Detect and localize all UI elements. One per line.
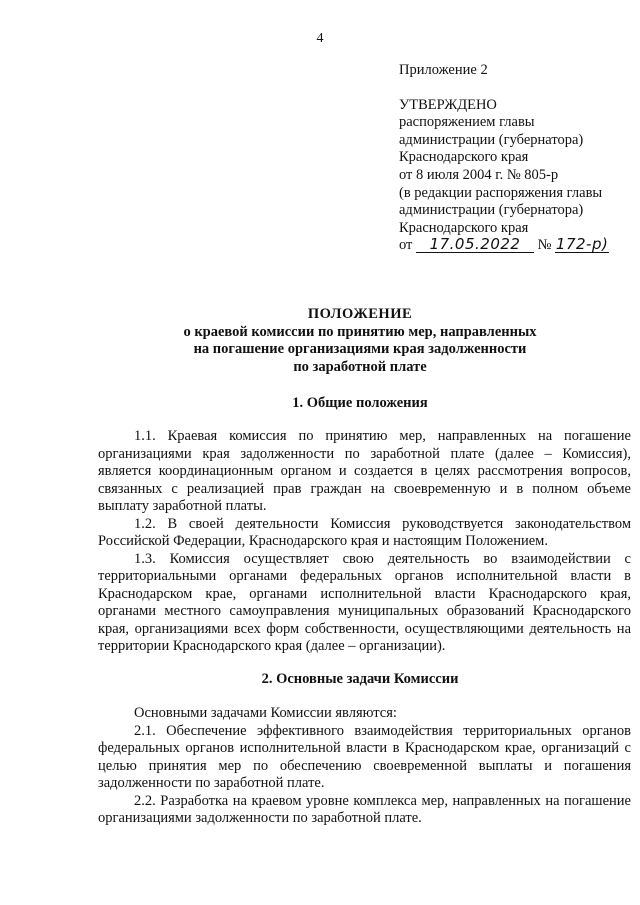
paragraph: 2.2. Разработка на краевом уровне комплекса мер, направленных на погашение организациями задолженности по заработной плате. <box>98 792 631 826</box>
document-title <box>80 306 640 376</box>
paragraph: 1.2. В своей деятельности Комиссия руководствуется законодательством Российской Федерации, Краснодарского края и настоящим Положением. <box>98 515 631 549</box>
approval-line: от 8 июля 2004 г. № 805-р <box>399 166 559 183</box>
approval-line: (в редакции распоряжения главы <box>399 184 603 201</box>
approval-line: Краснодарского края <box>399 219 529 236</box>
approval-line: Краснодарского края <box>399 149 529 166</box>
title-line: о краевой комиссии по принятию мер, направленных <box>183 323 537 340</box>
paragraph: Основными задачами Комиссии являются: <box>134 705 397 721</box>
paragraph: 2.1. Обеспечение эффективного взаимодействия территориальных органов федеральных органов исполнительной власти в Краснодарском крае, организаций с целью принятия мер по обеспечению своевременной выплаты и погашения задолженности по заработной плате. <box>98 722 631 791</box>
section-heading-general: 1. Общие положения <box>292 395 428 411</box>
number-sign: № <box>537 237 552 254</box>
section-body-tasks <box>98 705 631 828</box>
approval-line: администрации (губернатора) <box>399 202 584 219</box>
from-prefix: от <box>399 237 413 254</box>
approved-label: УТВЕРЖДЕНО <box>399 96 497 113</box>
handwritten-number: 172-р) <box>555 235 609 254</box>
paragraph: 1.1. Краевая комиссия по принятию мер, направленных на погашение организациями края задолженности по заработной плате (далее – Комиссия), является координационным органом и создается в целях рассмотрения вопросов, связанных с реализацией прав граждан на своевременную и в полном объеме выплату заработной платы. <box>98 428 631 514</box>
page-number: 4 <box>316 31 324 46</box>
section-heading-tasks: 2. Основные задачи Комиссии <box>261 671 459 687</box>
title-main: ПОЛОЖЕНИЕ <box>307 306 413 322</box>
section-body-general <box>98 428 631 656</box>
approval-line: администрации (губернатора) <box>399 131 584 148</box>
approval-line: распоряжением главы <box>399 114 535 131</box>
title-line: на погашение организациями края задолженности <box>193 341 527 357</box>
appendix-label: Приложение 2 <box>399 62 488 78</box>
handwritten-date: 17.05.2022 <box>416 237 534 253</box>
approval-stamp <box>399 62 634 255</box>
paragraph: 1.3. Комиссия осуществляет свою деятельность во взаимодействии с территориальными органами федеральных органов исполнительной власти в Краснодарском крае, органами исполнительной власти Краснодарского края, органами местного самоуправления муниципальных образований Краснодарского края, организациями всех форм собственности, осуществляющими деятельность на территории Краснодарского края (далее – организации). <box>98 550 631 654</box>
amendment-date-line <box>399 237 634 255</box>
title-line: по заработной плате <box>293 358 427 375</box>
